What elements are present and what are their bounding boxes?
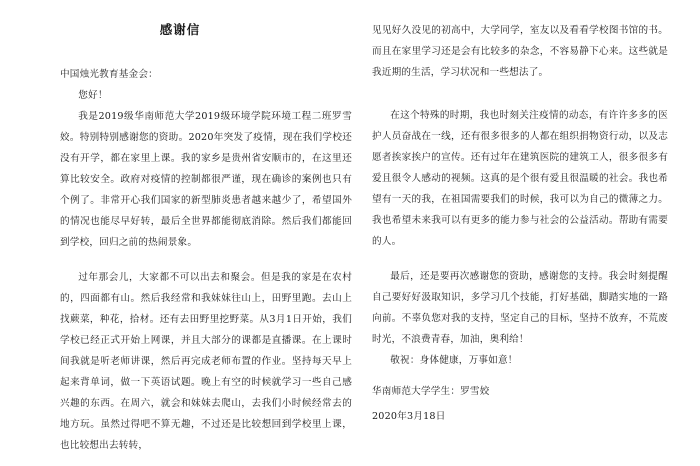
paragraph-daily-life: 过年那会儿，大家都不可以出去和聚会。但是我的家是在农村的，四面都有山。然后我经常和我妹妹往山上，田野里跑。去山上找蕨菜，种花，拾材。还有去田野里挖野菜。从3月1日开始，我们学校已经正式开始上网课，并且大部分的课都是直播课。在上课时间我就是听老师讲课，然后再完成老师布置的作业。坚持每天早上起来背单词，做一下英语试题。晚上有空的时候就学习一些自己感兴趣的东西。在周六，就会和妹妹去爬山，去我们小时候经常去的地方玩。虽然过得吧不算无趣，不过还是比较想回到学校里上课，也比较想出去转转， [60,272,352,451]
greeting: 您好！ [78,90,108,101]
right-column [372,20,668,427]
paragraph-continued: 见见好久没见的初高中，大学同学，室友以及看看学校图书馆的书。而且在家里学习还是会有比较多的杂念，不容易静下心来。这些就是我近期的生活，学习状况和一些想法了。 [372,25,668,78]
signature: 华南师范大学学生：罗雪姣 [372,386,490,397]
salutation: 中国烛光教育基金会： [60,69,158,80]
letter-date: 2020年3月18日 [372,411,446,422]
paragraph-intro: 我是2019级华南师范大学2019级环境学院环境工程二班罗雪姣。特别特别感谢您的资助。2020年突发了疫情，现在我们学校还没有开学，都在家里上课。我的家乡是贵州省安顺市的，在这里还算比较安全。政府对疫情的控制都很严谨，现在确诊的案例也只有个例了。非常开心我们国家的新型肺炎患者越来越少了，希望国外的情况也能尽早好转，最后全世界都能彻底消除。然后我们都能回到学校，回归之前的热闹景象。 [60,111,352,248]
left-column [60,64,352,456]
letter-title: 感谢信 [159,22,201,37]
paragraph-epidemic: 在这个特殊的时期，我也时刻关注疫情的动态，有许许多多的医护人员奋战在一线，还有很多很多的人都在组织捐物资行动，以及志愿者挨家挨户的宣传。还有过年在建筑医院的建筑工人，很多很多有爱且很令人感动的视频。这真的是个很有爱且很温暖的社会。我也希望有一天的我，在祖国需要我们的时候，我可以为自己的微薄之力。我也希望未来我可以有更多的能力参与社会的公益活动。帮助有需要的人。 [372,110,668,247]
closing: 敬祝：身体健康，万事如意！ [390,355,518,366]
paragraph-thanks: 最后，还是要再次感谢您的资助，感谢您的支持。我会时刻提醒自己要好好汲取知识，多学习几个技能，打好基础，脚踏实地的一路向前。不辜负您对我的支持，坚定自己的目标，坚持不放弃，不荒废时光，不浪费青春，加油，奥利给！ [372,271,668,345]
